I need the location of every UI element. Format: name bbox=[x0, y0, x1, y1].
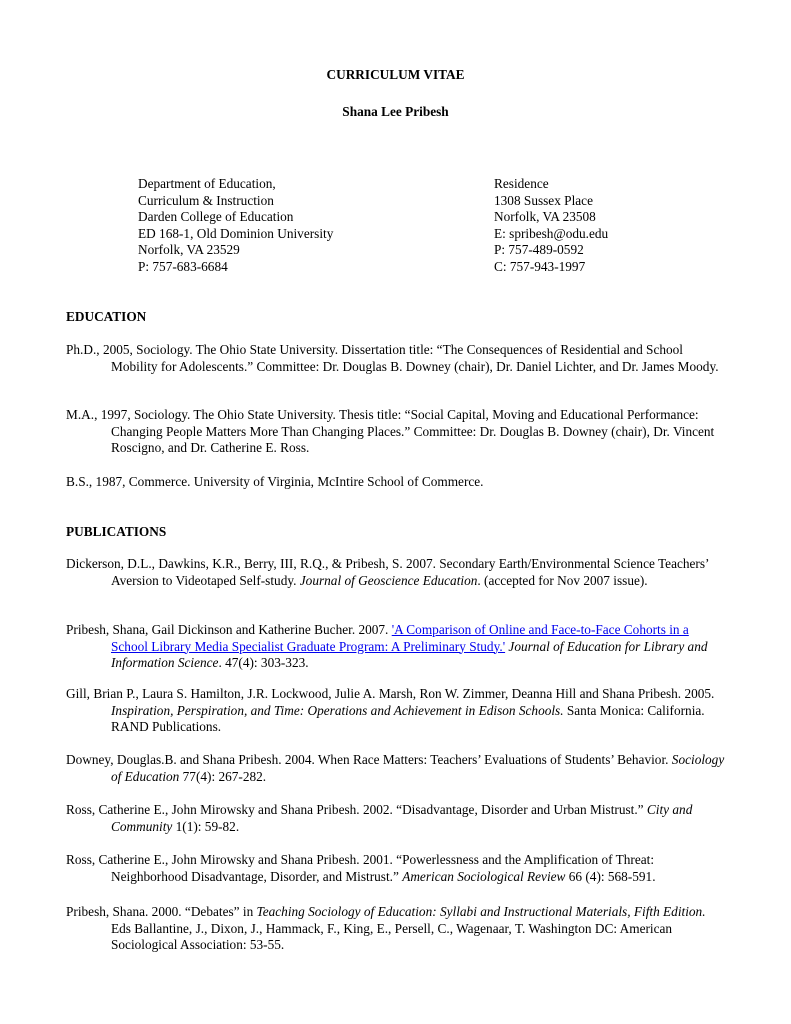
publication-item bbox=[66, 622, 726, 672]
email: E: spribesh@odu.edu bbox=[494, 225, 609, 241]
education-ma: M.A., 1997, Sociology. The Ohio State University. Thesis title: “Social Capital, Moving and Educational Performance: Changing People Matters More Than Changing Places.” Committee: Dr. Douglas B. Downey (chair), Dr. Vincent Roscigno, and Dr. Catherine E. Ross. bbox=[66, 407, 715, 456]
pub-text: 66 (4): 568-591. bbox=[565, 868, 656, 884]
publication-item bbox=[66, 686, 726, 736]
pub-journal: Sociology of Education bbox=[111, 752, 725, 784]
pub-journal: American Sociological Review bbox=[402, 868, 566, 884]
pub-text: Dickerson, D.L., Dawkins, K.R., Berry, III, R.Q., & Pribesh, S. 2007. Secondary Earth/Environmental Science Teachers’ Aversion to Videotaped Self-study. bbox=[66, 556, 709, 588]
pub-text: 1(1): 59-82. bbox=[172, 818, 240, 834]
education-bs: B.S., 1987, Commerce. University of Virginia, McIntire School of Commerce. bbox=[66, 474, 484, 489]
work-address bbox=[138, 176, 333, 276]
pub-text: Downey, Douglas.B. and Shana Pribesh. 2004. When Race Matters: Teachers’ Evaluations of Students’ Behavior. bbox=[66, 752, 672, 767]
publication-item bbox=[66, 752, 726, 785]
pub-journal: Journal of Geoscience Education bbox=[299, 572, 478, 588]
home-address bbox=[494, 176, 608, 276]
work-phone: P: 757-683-6684 bbox=[138, 258, 228, 274]
work-address-line: Darden College of Education bbox=[138, 209, 294, 225]
pub-text: . (accepted for Nov 2007 issue). bbox=[477, 572, 648, 588]
publication-item bbox=[66, 556, 726, 589]
publication-item bbox=[66, 904, 726, 954]
cell-phone: C: 757-943-1997 bbox=[494, 258, 586, 274]
home-address-line: Norfolk, VA 23508 bbox=[494, 209, 596, 225]
pub-text: Ross, Catherine E., John Mirowsky and Shana Pribesh. 2002. “Disadvantage, Disorder and Urban Mistrust.” bbox=[66, 802, 647, 817]
pub-text: Pribesh, Shana. 2000. “Debates” in bbox=[66, 904, 257, 919]
pub-title: Teaching Sociology of Education: Syllabi and Instructional Materials, Fifth Edition. bbox=[256, 904, 706, 919]
pub-journal: Journal of Education for Library and Information Science bbox=[111, 638, 708, 671]
work-address-line: Norfolk, VA 23529 bbox=[138, 242, 240, 258]
pub-text: 77(4): 267-282. bbox=[179, 768, 267, 784]
pub-text: Ross, Catherine E., John Mirowsky and Shana Pribesh. 2001. “Powerlessness and the Amplification of Threat: Neighborhood Disadvantage, Disorder, and Mistrust.” bbox=[66, 852, 655, 884]
document-title: CURRICULUM VITAE bbox=[326, 67, 465, 82]
home-address-line: Residence bbox=[494, 176, 549, 191]
pub-title: Inspiration, Perspiration, and Time: Operations and Achievement in Edison Schools. bbox=[111, 702, 564, 718]
pub-text: . 47(4): 303-323. bbox=[218, 655, 309, 671]
publications-heading: PUBLICATIONS bbox=[66, 524, 167, 539]
work-address-line: Department of Education, bbox=[138, 176, 276, 191]
author-name: Shana Lee Pribesh bbox=[342, 104, 449, 119]
pub-journal: City and Community bbox=[111, 802, 693, 834]
publication-item bbox=[66, 802, 726, 835]
education-phd: Ph.D., 2005, Sociology. The Ohio State University. Dissertation title: “The Consequences of Residential and School Mobility for Adolescents.” Committee: Dr. Douglas B. Downey (chair), Dr. Daniel Lichter, and Dr. James Moody. bbox=[66, 342, 719, 374]
pub-text: Gill, Brian P., Laura S. Hamilton, J.R. Lockwood, Julie A. Marsh, Ron W. Zimmer, Deanna Hill and Shana Pribesh. 2005. bbox=[66, 686, 715, 701]
pub-text: Pribesh, Shana, Gail Dickinson and Katherine Bucher. 2007. bbox=[66, 622, 392, 637]
work-address-line: Curriculum & Instruction bbox=[138, 192, 274, 208]
pub-text: Santa Monica: California. RAND Publications. bbox=[111, 702, 705, 735]
education-heading: EDUCATION bbox=[66, 309, 147, 324]
home-phone: P: 757-489-0592 bbox=[494, 242, 584, 258]
pub-text: Eds Ballantine, J., Dixon, J., Hammack, F., King, E., Persell, C., Wagenaar, T. Washington DC: American Sociological Association: 53-55. bbox=[111, 920, 673, 953]
home-address-line: 1308 Sussex Place bbox=[494, 192, 593, 208]
publication-item bbox=[66, 852, 726, 885]
work-address-line: ED 168-1, Old Dominion University bbox=[138, 225, 334, 241]
pub-link[interactable]: 'A Comparison of Online and Face-to-Face Cohorts in a School Library Media Specialist Graduate Program: A Preliminary Study.' bbox=[111, 622, 689, 654]
